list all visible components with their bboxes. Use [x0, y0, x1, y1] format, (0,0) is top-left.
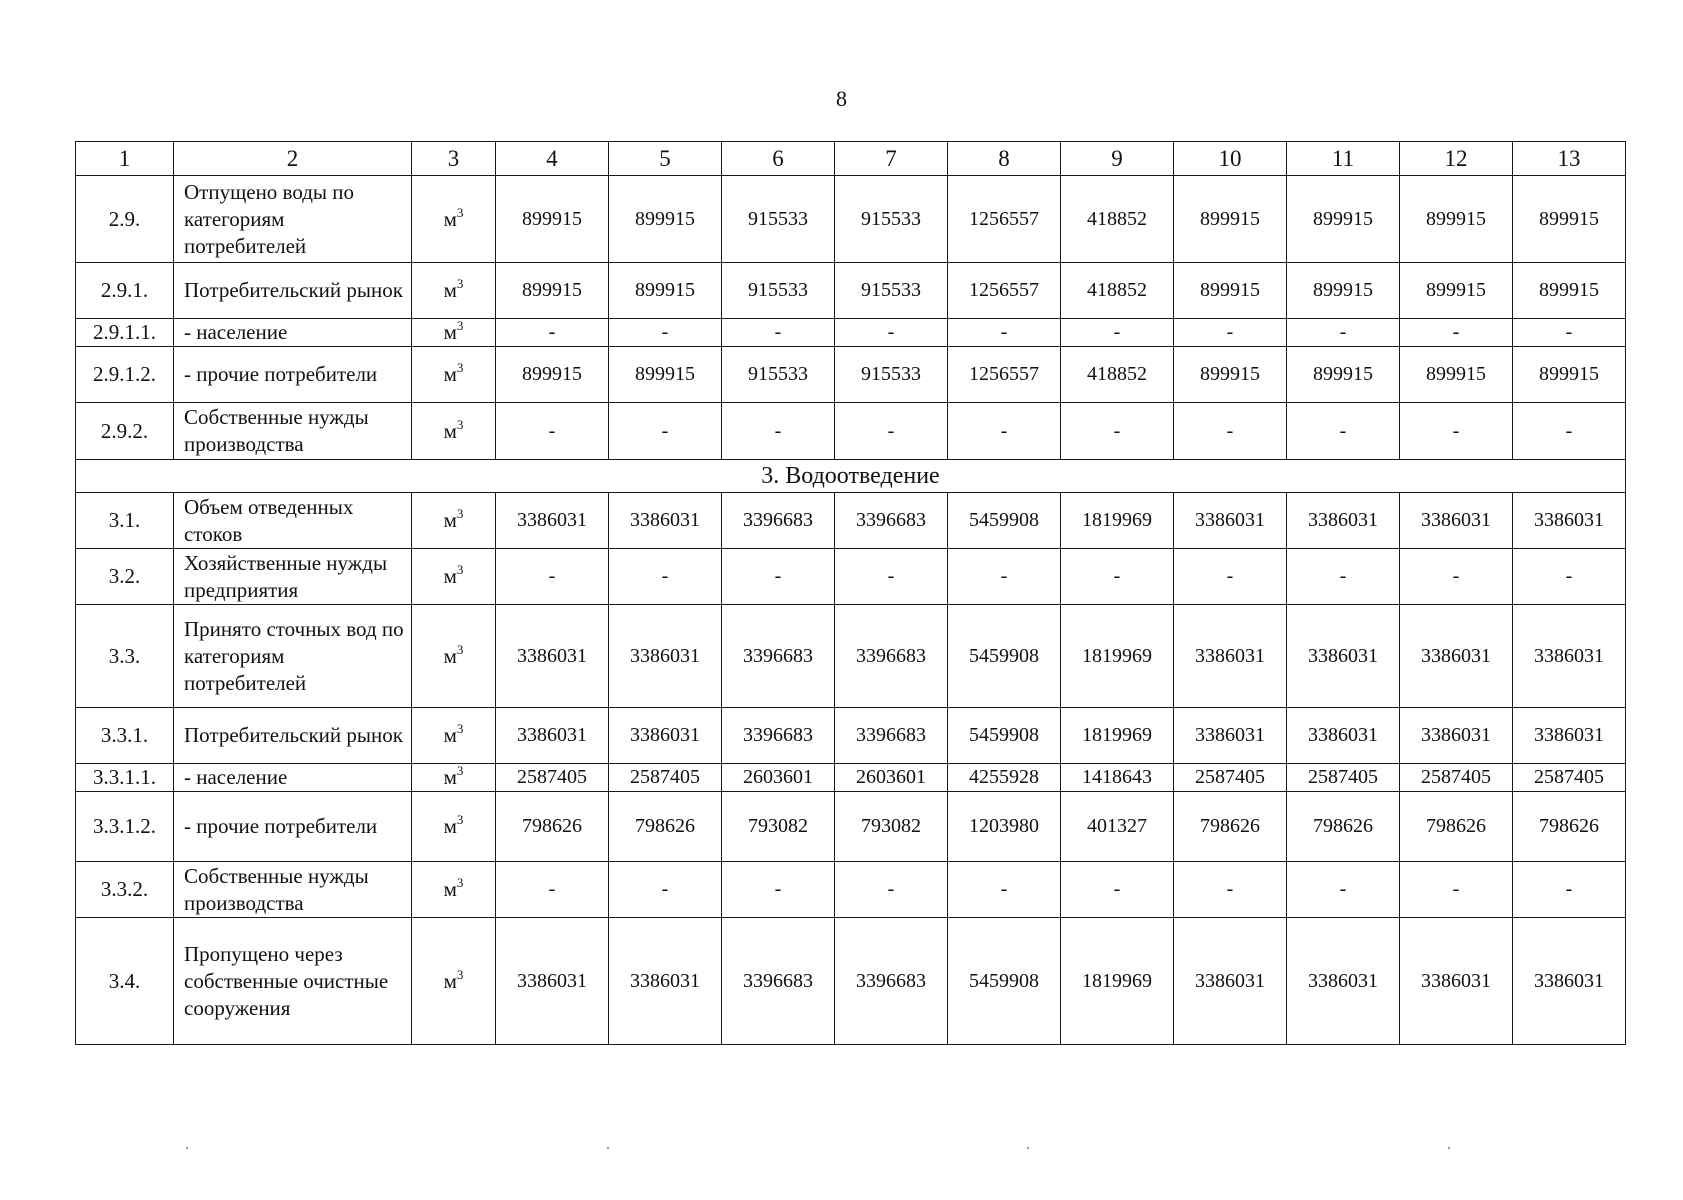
- value-cell: 3386031: [1287, 493, 1400, 549]
- row-code: 2.9.: [76, 176, 174, 263]
- unit-cell: [412, 708, 496, 764]
- value-cell: 915533: [835, 263, 948, 319]
- row-code: 2.9.1.2.: [76, 347, 174, 403]
- value-cell: 3386031: [496, 605, 609, 708]
- value-cell: -: [1513, 319, 1626, 347]
- value-cell: -: [496, 862, 609, 918]
- scan-dot: [186, 1147, 188, 1149]
- section-row: [76, 460, 1626, 493]
- value-cell: 5459908: [948, 918, 1061, 1045]
- value-cell: 899915: [1174, 347, 1287, 403]
- unit-base: м: [443, 877, 457, 901]
- value-cell: 3386031: [1513, 918, 1626, 1045]
- value-cell: 899915: [1287, 347, 1400, 403]
- row-name: - население: [174, 319, 412, 347]
- row-code: 3.3.: [76, 605, 174, 708]
- column-header: 12: [1400, 142, 1513, 176]
- value-cell: -: [722, 403, 835, 460]
- column-header: 8: [948, 142, 1061, 176]
- unit-base: м: [443, 723, 457, 747]
- row-name: - население: [174, 764, 412, 792]
- row-name: Собственные нужды производства: [174, 862, 412, 918]
- unit-exponent: 3: [456, 318, 464, 333]
- unit-cell: [412, 403, 496, 460]
- unit-base: м: [443, 643, 457, 668]
- value-cell: 3386031: [496, 708, 609, 764]
- column-header: 5: [609, 142, 722, 176]
- row-code: 3.4.: [76, 918, 174, 1045]
- section-title: 3. Водоотведение: [76, 460, 1626, 493]
- value-cell: 915533: [722, 263, 835, 319]
- value-cell: 899915: [1400, 263, 1513, 319]
- row-code: 3.2.: [76, 549, 174, 605]
- unit-cell: [412, 792, 496, 862]
- table-row: [76, 263, 1626, 319]
- value-cell: -: [1061, 319, 1174, 347]
- unit-exponent: 3: [456, 721, 464, 736]
- value-cell: -: [948, 862, 1061, 918]
- table-row: [76, 918, 1626, 1045]
- value-cell: 899915: [609, 176, 722, 263]
- value-cell: 3386031: [1400, 918, 1513, 1045]
- value-cell: -: [1061, 549, 1174, 605]
- value-cell: 899915: [496, 347, 609, 403]
- row-code: 3.3.1.2.: [76, 792, 174, 862]
- value-cell: 3386031: [1174, 918, 1287, 1045]
- value-cell: 2587405: [609, 764, 722, 792]
- value-cell: -: [1061, 403, 1174, 460]
- value-cell: -: [1287, 549, 1400, 605]
- unit-exponent: 3: [456, 360, 464, 375]
- value-cell: 899915: [1513, 263, 1626, 319]
- unit-exponent: 3: [456, 763, 464, 778]
- table-row: [76, 764, 1626, 792]
- unit-cell: [412, 862, 496, 918]
- value-cell: 3396683: [722, 605, 835, 708]
- value-cell: 798626: [1400, 792, 1513, 862]
- value-cell: 3386031: [1287, 605, 1400, 708]
- row-code: 2.9.1.1.: [76, 319, 174, 347]
- value-cell: 5459908: [948, 708, 1061, 764]
- column-header: 3: [412, 142, 496, 176]
- unit-cell: [412, 549, 496, 605]
- unit-cell: [412, 764, 496, 792]
- value-cell: 1256557: [948, 176, 1061, 263]
- column-header: 10: [1174, 142, 1287, 176]
- table-row: [76, 319, 1626, 347]
- scan-dot: [1448, 1147, 1450, 1149]
- value-cell: 2603601: [722, 764, 835, 792]
- unit-base: м: [443, 508, 457, 532]
- unit-exponent: 3: [456, 812, 464, 827]
- row-code: 3.1.: [76, 493, 174, 549]
- value-cell: -: [722, 862, 835, 918]
- unit-cell: [412, 176, 496, 263]
- unit-exponent: 3: [456, 966, 464, 982]
- value-cell: -: [1400, 862, 1513, 918]
- value-cell: 793082: [835, 792, 948, 862]
- column-header: 13: [1513, 142, 1626, 176]
- column-header: 9: [1061, 142, 1174, 176]
- row-name: Объем отведенных стоков: [174, 493, 412, 549]
- value-cell: 3386031: [609, 493, 722, 549]
- table-row: [76, 347, 1626, 403]
- value-cell: 3396683: [835, 918, 948, 1045]
- value-cell: -: [496, 403, 609, 460]
- unit-base: м: [443, 362, 457, 386]
- value-cell: -: [1400, 549, 1513, 605]
- value-cell: 2587405: [1400, 764, 1513, 792]
- value-cell: 899915: [609, 263, 722, 319]
- unit-cell: [412, 493, 496, 549]
- value-cell: 1203980: [948, 792, 1061, 862]
- value-cell: 899915: [496, 176, 609, 263]
- value-cell: -: [835, 862, 948, 918]
- value-cell: 3396683: [722, 918, 835, 1045]
- value-cell: -: [609, 549, 722, 605]
- row-name: Принято сточных вод по категориям потребителей: [174, 605, 412, 708]
- unit-base: м: [443, 278, 457, 302]
- value-cell: -: [835, 403, 948, 460]
- value-cell: -: [1287, 403, 1400, 460]
- unit-cell: [412, 263, 496, 319]
- row-name: - прочие потребители: [174, 792, 412, 862]
- unit-base: м: [443, 320, 457, 344]
- unit-cell: [412, 918, 496, 1045]
- unit-base: м: [443, 814, 457, 838]
- value-cell: 899915: [1287, 176, 1400, 263]
- value-cell: -: [1513, 862, 1626, 918]
- unit-cell: [412, 347, 496, 403]
- value-cell: 3386031: [1174, 605, 1287, 708]
- value-cell: 3396683: [722, 708, 835, 764]
- row-code: 3.3.1.: [76, 708, 174, 764]
- value-cell: -: [1400, 319, 1513, 347]
- value-cell: -: [1174, 403, 1287, 460]
- page-number: 8: [836, 86, 847, 111]
- unit-base: м: [443, 564, 457, 588]
- value-cell: 1256557: [948, 347, 1061, 403]
- value-cell: -: [1174, 862, 1287, 918]
- value-cell: -: [1174, 549, 1287, 605]
- value-cell: 3396683: [835, 605, 948, 708]
- unit-cell: [412, 319, 496, 347]
- row-name: Отпущено воды по категориям потребителей: [174, 176, 412, 263]
- table-row: [76, 403, 1626, 460]
- value-cell: 798626: [1287, 792, 1400, 862]
- unit-base: м: [443, 968, 457, 993]
- value-cell: 418852: [1061, 176, 1174, 263]
- column-header: 1: [76, 142, 174, 176]
- value-cell: 3386031: [1400, 605, 1513, 708]
- header-row: [76, 142, 1626, 176]
- value-cell: 1256557: [948, 263, 1061, 319]
- value-cell: -: [948, 549, 1061, 605]
- row-name: Пропущено через собственные очистные сооружения: [174, 918, 412, 1045]
- value-cell: 798626: [609, 792, 722, 862]
- value-cell: 899915: [609, 347, 722, 403]
- unit-exponent: 3: [456, 276, 464, 291]
- value-cell: 2587405: [1287, 764, 1400, 792]
- value-cell: 4255928: [948, 764, 1061, 792]
- column-header: 4: [496, 142, 609, 176]
- unit-exponent: 3: [456, 641, 464, 657]
- value-cell: -: [609, 319, 722, 347]
- value-cell: 3396683: [835, 493, 948, 549]
- value-cell: -: [1174, 319, 1287, 347]
- value-cell: 3386031: [609, 708, 722, 764]
- value-cell: 3386031: [1513, 605, 1626, 708]
- data-table: [75, 141, 1626, 1045]
- value-cell: 5459908: [948, 605, 1061, 708]
- value-cell: 798626: [1174, 792, 1287, 862]
- value-cell: -: [1287, 319, 1400, 347]
- value-cell: 3386031: [1400, 493, 1513, 549]
- value-cell: -: [1513, 549, 1626, 605]
- value-cell: 3386031: [1513, 493, 1626, 549]
- value-cell: 1418643: [1061, 764, 1174, 792]
- value-cell: 418852: [1061, 347, 1174, 403]
- unit-cell: [412, 605, 496, 708]
- value-cell: 899915: [1400, 347, 1513, 403]
- value-cell: 899915: [1174, 263, 1287, 319]
- value-cell: 899915: [1287, 263, 1400, 319]
- value-cell: -: [1400, 403, 1513, 460]
- value-cell: 798626: [1513, 792, 1626, 862]
- unit-exponent: 3: [456, 562, 464, 577]
- value-cell: -: [835, 319, 948, 347]
- value-cell: 3386031: [1287, 708, 1400, 764]
- table-row: [76, 862, 1626, 918]
- row-name: Собственные нужды производства: [174, 403, 412, 460]
- value-cell: -: [1287, 862, 1400, 918]
- value-cell: 3386031: [609, 605, 722, 708]
- table-row: [76, 549, 1626, 605]
- row-code: 3.3.1.1.: [76, 764, 174, 792]
- scan-dot: [607, 1147, 609, 1149]
- value-cell: 915533: [722, 176, 835, 263]
- value-cell: -: [948, 319, 1061, 347]
- value-cell: 899915: [1174, 176, 1287, 263]
- unit-base: м: [443, 418, 457, 443]
- table-row: [76, 792, 1626, 862]
- value-cell: 3396683: [835, 708, 948, 764]
- value-cell: -: [948, 403, 1061, 460]
- value-cell: -: [1061, 862, 1174, 918]
- value-cell: 1819969: [1061, 605, 1174, 708]
- value-cell: 3386031: [609, 918, 722, 1045]
- row-name: Хозяйственные нужды предприятия: [174, 549, 412, 605]
- table-row: [76, 176, 1626, 263]
- value-cell: 5459908: [948, 493, 1061, 549]
- row-code: 2.9.1.: [76, 263, 174, 319]
- value-cell: 3386031: [1287, 918, 1400, 1045]
- value-cell: -: [1513, 403, 1626, 460]
- column-header: 2: [174, 142, 412, 176]
- scan-dot: [1027, 1147, 1029, 1149]
- value-cell: 1819969: [1061, 708, 1174, 764]
- value-cell: 899915: [496, 263, 609, 319]
- value-cell: 3386031: [1400, 708, 1513, 764]
- unit-exponent: 3: [456, 875, 464, 890]
- value-cell: 3386031: [1174, 493, 1287, 549]
- value-cell: 418852: [1061, 263, 1174, 319]
- value-cell: 2587405: [496, 764, 609, 792]
- table-row: [76, 493, 1626, 549]
- value-cell: -: [496, 319, 609, 347]
- unit-base: м: [443, 206, 457, 231]
- value-cell: -: [722, 319, 835, 347]
- value-cell: 899915: [1513, 347, 1626, 403]
- value-cell: 1819969: [1061, 918, 1174, 1045]
- value-cell: 798626: [496, 792, 609, 862]
- unit-exponent: 3: [456, 416, 464, 432]
- value-cell: -: [496, 549, 609, 605]
- row-name: Потребительский рынок: [174, 708, 412, 764]
- value-cell: -: [835, 549, 948, 605]
- value-cell: 3386031: [496, 918, 609, 1045]
- value-cell: 3396683: [722, 493, 835, 549]
- value-cell: 793082: [722, 792, 835, 862]
- value-cell: 3386031: [1513, 708, 1626, 764]
- column-header: 7: [835, 142, 948, 176]
- row-name: - прочие потребители: [174, 347, 412, 403]
- value-cell: 2603601: [835, 764, 948, 792]
- value-cell: 899915: [1400, 176, 1513, 263]
- unit-exponent: 3: [456, 506, 464, 521]
- table-row: [76, 708, 1626, 764]
- unit-base: м: [443, 765, 457, 789]
- value-cell: 915533: [835, 176, 948, 263]
- column-header: 11: [1287, 142, 1400, 176]
- table-row: [76, 605, 1626, 708]
- value-cell: 3386031: [496, 493, 609, 549]
- value-cell: -: [609, 403, 722, 460]
- value-cell: 915533: [722, 347, 835, 403]
- value-cell: 1819969: [1061, 493, 1174, 549]
- value-cell: 2587405: [1174, 764, 1287, 792]
- value-cell: 915533: [835, 347, 948, 403]
- value-cell: -: [722, 549, 835, 605]
- value-cell: 2587405: [1513, 764, 1626, 792]
- column-header: 6: [722, 142, 835, 176]
- row-code: 2.9.2.: [76, 403, 174, 460]
- value-cell: 899915: [1513, 176, 1626, 263]
- value-cell: -: [609, 862, 722, 918]
- row-code: 3.3.2.: [76, 862, 174, 918]
- row-name: Потребительский рынок: [174, 263, 412, 319]
- unit-exponent: 3: [456, 204, 464, 220]
- value-cell: 401327: [1061, 792, 1174, 862]
- value-cell: 3386031: [1174, 708, 1287, 764]
